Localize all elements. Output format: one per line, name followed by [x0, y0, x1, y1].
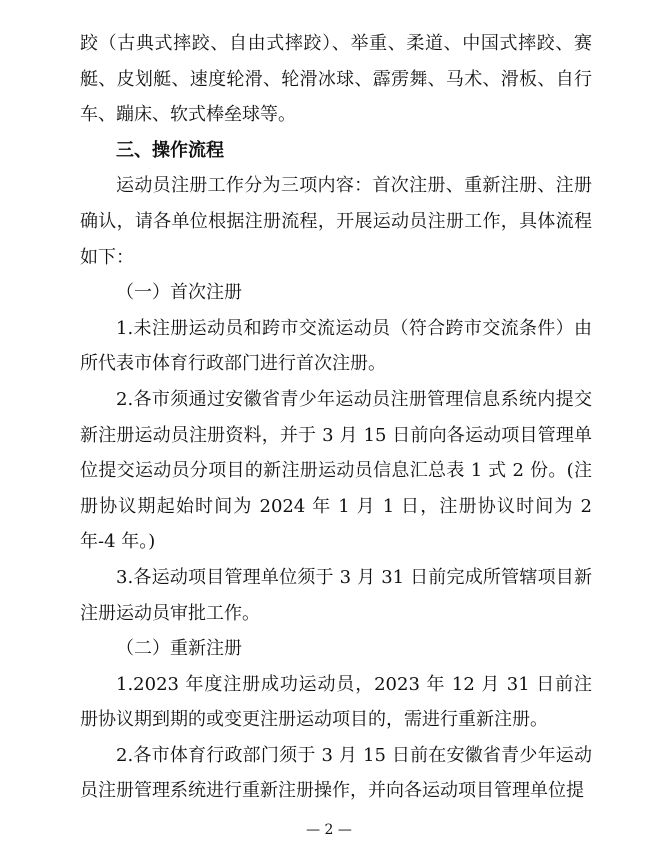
paragraph-first-registration-1: 1.未注册运动员和跨市交流运动员（符合跨市交流条件）由所代表市体育行政部门进行首次注册。 — [80, 317, 592, 375]
paragraph-registration-intro: 运动员注册工作分为三项内容：首次注册、重新注册、注册确认，请各单位根据注册流程，开展运动员注册工作，具体流程如下： — [80, 175, 592, 268]
subheading-first-registration: （一）首次注册 — [116, 282, 242, 304]
paragraph-first-registration-3: 3.各运动项目管理单位须于 3 月 31 日前完成所管辖项目新注册运动员审批工作。 — [80, 566, 592, 624]
paragraph-first-registration-2: 2.各市须通过安徽省青少年运动员注册管理信息系统内提交新注册运动员注册资料，并于 3 月 15 日前向各运动项目管理单位提交运动员分项目的新注册运动员信息汇总表 1 式 2 份。(注册协议期起始时间为 2024 年 1 月 1 日，注册协议时间为 2 年-4 年。) — [80, 388, 592, 553]
paragraph-sports-list: 跤（古典式摔跤、自由式摔跤）、举重、柔道、中国式摔跤、赛艇、皮划艇、速度轮滑、轮滑冰球、霹雳舞、马术、滑板、自行车、蹦床、软式棒垒球等。 — [80, 33, 592, 126]
page-number: — 2 — — [306, 822, 352, 838]
paragraph-re-registration-2: 2.各市体育行政部门须于 3 月 15 日前在安徽省青少年运动员注册管理系统进行重新注册操作，并向各运动项目管理单位提 — [80, 744, 592, 802]
section-heading-operation-process: 三、操作流程 — [116, 139, 224, 161]
document-page — [80, 26, 592, 809]
subheading-re-registration: （二）重新注册 — [116, 638, 242, 660]
paragraph-re-registration-1: 1.2023 年度注册成功运动员，2023 年 12 月 31 日前注册协议期到期的或变更注册运动项目的，需进行重新注册。 — [80, 673, 592, 731]
